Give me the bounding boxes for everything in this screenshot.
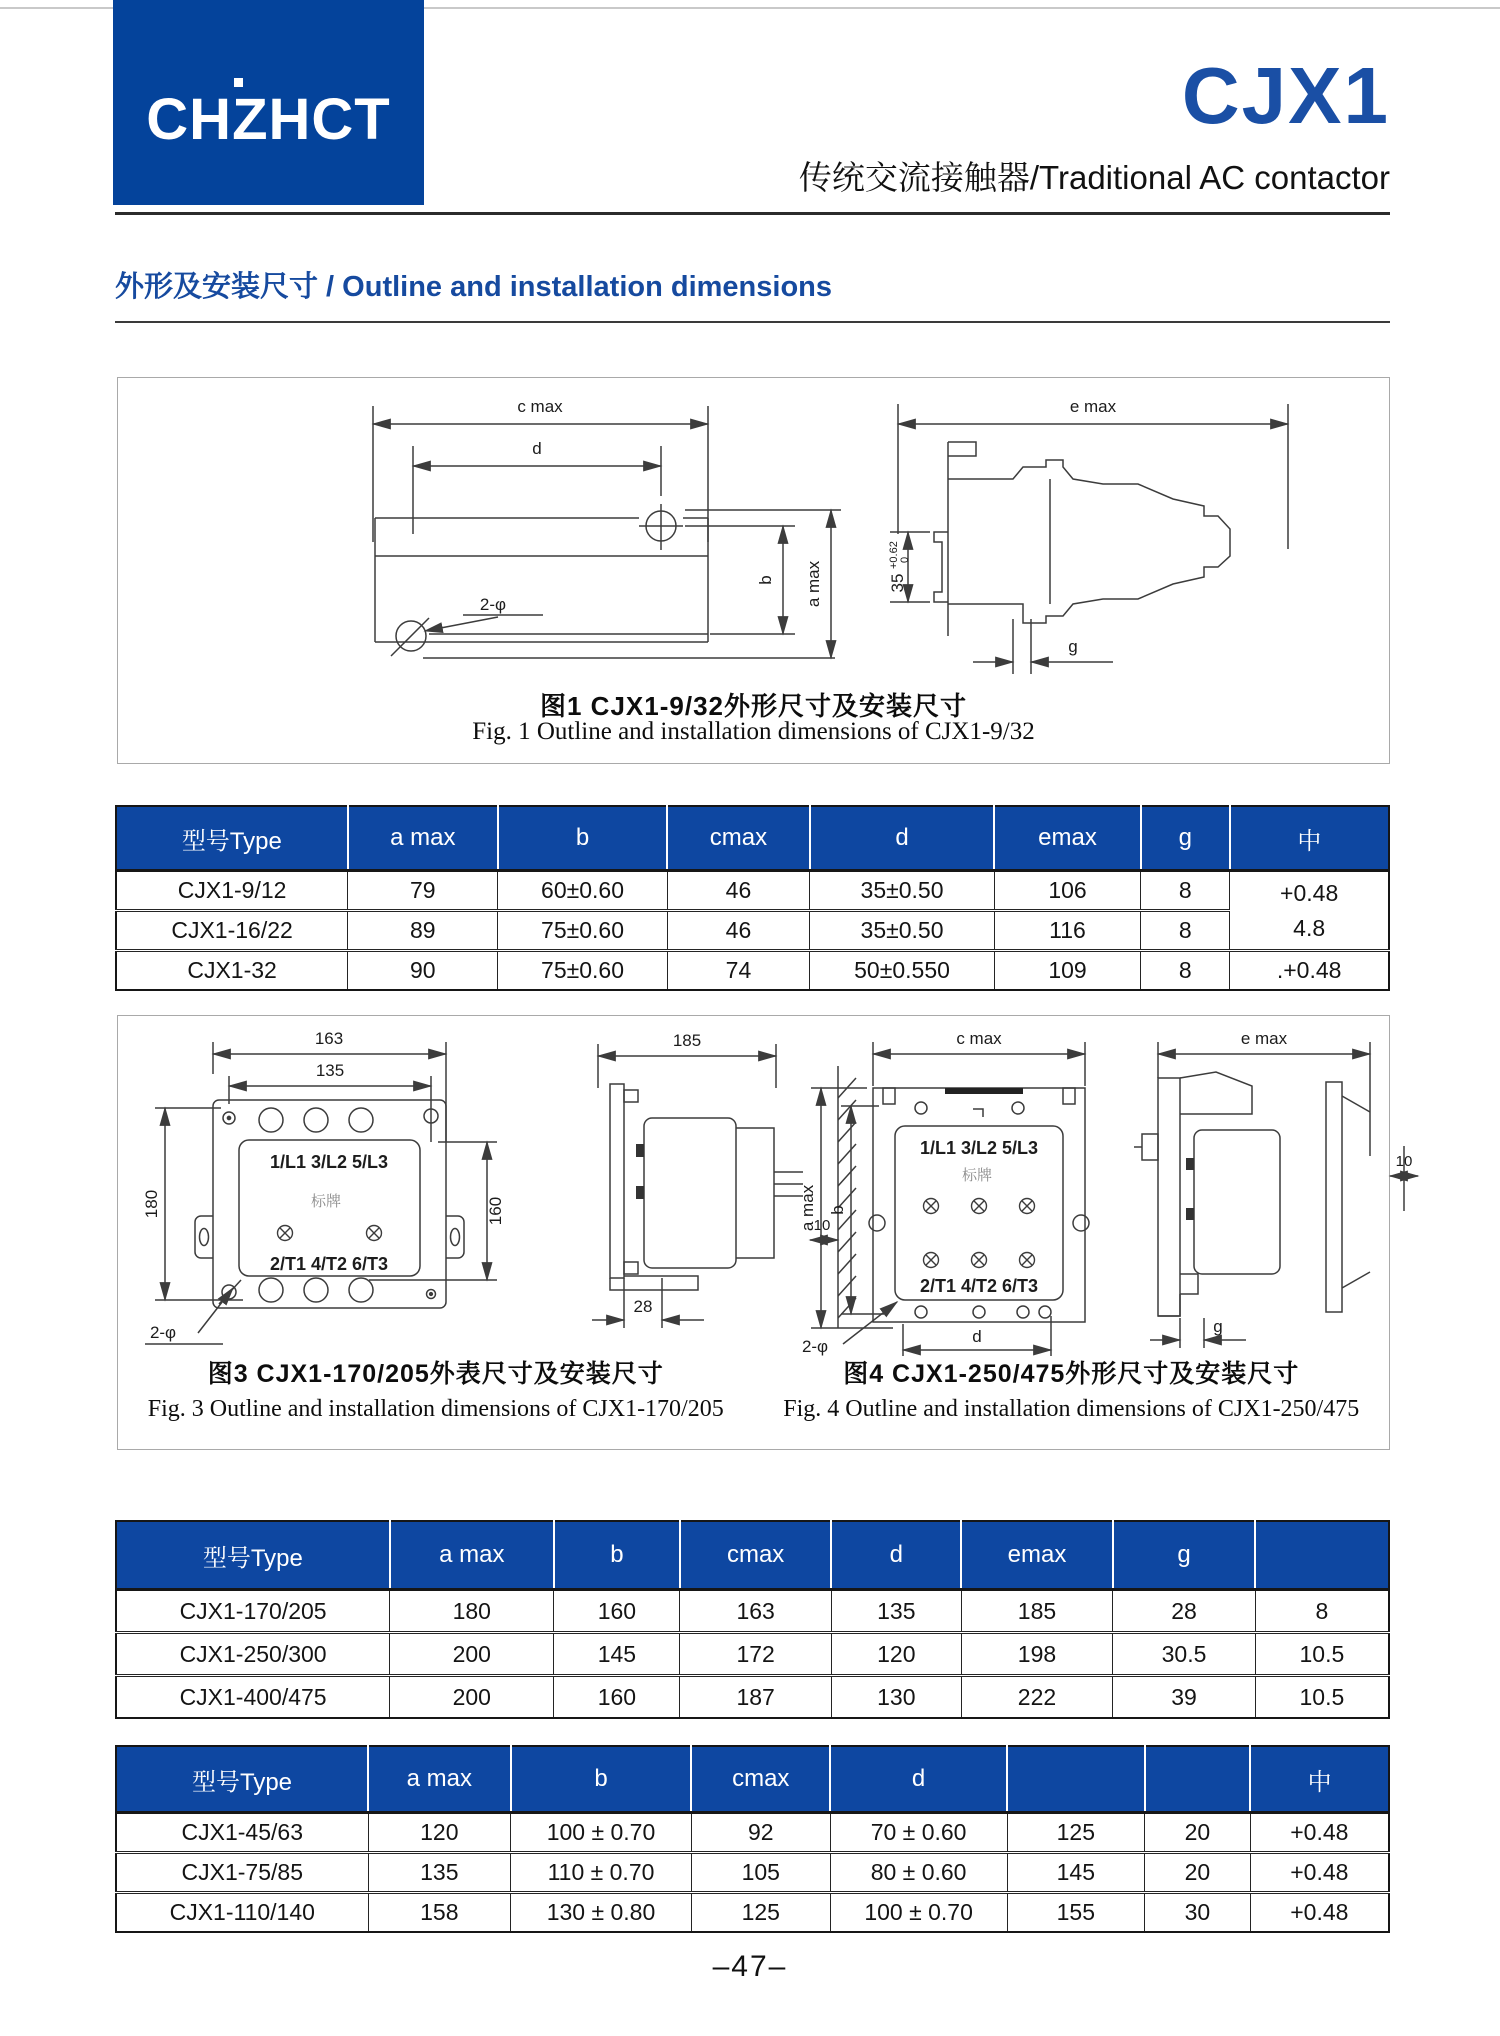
table3-header-b: b	[511, 1746, 692, 1813]
cell: 198	[961, 1633, 1112, 1676]
cell: 145	[1007, 1853, 1144, 1893]
cell: 105	[691, 1853, 830, 1893]
table-row	[116, 1853, 1389, 1893]
cell: 109	[994, 951, 1140, 991]
fig4-side-view	[1134, 1029, 1418, 1348]
fig4-d-label: d	[972, 1327, 982, 1346]
cell: 130	[831, 1676, 961, 1719]
fig4-caption-en: Fig. 4 Outline and installation dimensions of CJX1-250/475	[783, 1396, 1360, 1422]
fig3-10-label: 10	[813, 1217, 831, 1234]
table2-header-row	[116, 1521, 1389, 1590]
fig4-amax-label: a max	[798, 1184, 817, 1232]
fig1-amax-label: a max	[804, 560, 823, 608]
cell: 125	[1007, 1813, 1144, 1853]
fig1-drawing	[118, 378, 1389, 680]
fig3-163-label: 163	[314, 1029, 344, 1048]
cell: 155	[1007, 1893, 1144, 1933]
cell: 135	[368, 1853, 511, 1893]
cell: 28	[1113, 1590, 1256, 1633]
cell: 125	[691, 1893, 830, 1933]
table2-header-emax: emax	[961, 1521, 1112, 1590]
table3-header-cmax: cmax	[691, 1746, 830, 1813]
table2-header-b: b	[554, 1521, 680, 1590]
table2-header-g: g	[1113, 1521, 1256, 1590]
table-row	[116, 1813, 1389, 1853]
cell: 80 ± 0.60	[830, 1853, 1007, 1893]
fig1-rail-main: 35	[888, 573, 907, 593]
table-row	[116, 1633, 1389, 1676]
cell: 120	[831, 1633, 961, 1676]
table3-header-d: d	[830, 1746, 1007, 1813]
fig4-caption-zh: 图4 CJX1-250/475外形尺寸及安装尺寸	[843, 1360, 1300, 1388]
fig3-terminals-top: 1/L1 3/L2 5/L3	[269, 1152, 389, 1172]
page-number: –47–	[712, 1950, 788, 1983]
cell: 60±0.60	[498, 871, 667, 911]
cell: 130 ± 0.80	[511, 1893, 692, 1933]
fig3-side-view	[592, 1031, 856, 1328]
fig1-g-label: g	[1068, 637, 1078, 656]
cell: 160	[554, 1676, 680, 1719]
fig1-cmax-label: c max	[517, 397, 563, 416]
table3-header-amax: a max	[368, 1746, 511, 1813]
table2-header-type: 型号Type	[116, 1521, 390, 1590]
brand-logo-text: CHZHCT	[146, 87, 391, 152]
cell: 30.5	[1113, 1633, 1256, 1676]
cell: 20	[1145, 1853, 1251, 1893]
cell: 50±0.550	[810, 951, 995, 991]
page-title: CJX1	[1181, 51, 1390, 140]
figure1-box	[117, 377, 1390, 764]
cell: 185	[961, 1590, 1112, 1633]
brand-logo	[113, 0, 424, 205]
cell: 100 ± 0.70	[511, 1813, 692, 1853]
table-row	[116, 871, 1389, 911]
cell: CJX1-110/140	[116, 1893, 368, 1933]
page-subtitle: 传统交流接触器/Traditional AC contactor	[798, 159, 1390, 196]
fig3-185-label: 185	[672, 1031, 702, 1050]
cell: 135	[831, 1590, 961, 1633]
fig4-emax-label: e max	[1240, 1029, 1288, 1048]
table-row	[116, 1893, 1389, 1933]
fig1-d-label: d	[532, 439, 542, 458]
fig4-terminals-top: 1/L1 3/L2 5/L3	[919, 1138, 1039, 1158]
cell: 106	[994, 871, 1140, 911]
table1-header-emax: emax	[994, 806, 1140, 871]
cell: 30	[1145, 1893, 1251, 1933]
brand-logo-dot	[234, 78, 243, 87]
cell: 160	[554, 1590, 680, 1633]
cell: CJX1-170/205	[179, 1597, 327, 1624]
cell: 145	[554, 1633, 680, 1676]
fig4-phi-label: 2-φ	[801, 1337, 829, 1356]
cell: 200	[390, 1633, 554, 1676]
fig4-g-label: g	[1213, 1317, 1223, 1336]
fig3-180-label: 180	[142, 1189, 161, 1219]
cell: 10.5	[1255, 1676, 1389, 1719]
cell: 120	[368, 1813, 511, 1853]
fig1-front-view	[373, 397, 841, 658]
cell: CJX1-400/475	[116, 1676, 390, 1719]
cell: CJX1-75/85	[116, 1853, 368, 1893]
dimensions-table-cjx1-170-475	[115, 1520, 1390, 1719]
tolerance-upper: +0.48	[1280, 879, 1339, 906]
table1-header-g: g	[1141, 806, 1230, 871]
figure3-4-box	[117, 1015, 1413, 1450]
cell: 90	[348, 951, 498, 991]
fig1-phi-label: 2-φ	[479, 595, 507, 614]
table3-header-row	[116, 1746, 1389, 1813]
cell: 75±0.60	[498, 911, 667, 951]
fig3-caption-en: Fig. 3 Outline and installation dimensions of CJX1-170/205	[147, 1396, 724, 1422]
fig3-fig4-drawing	[118, 1016, 1413, 1356]
table1-header-d: d	[810, 806, 995, 871]
fig4-cmax-label: c max	[956, 1029, 1002, 1048]
table2-header-blank	[1255, 1521, 1389, 1590]
cell: 20	[1145, 1813, 1251, 1853]
cell: 158	[368, 1893, 511, 1933]
fig3-terminals-bottom: 2/T1 4/T2 6/T3	[269, 1254, 389, 1274]
cell: 92	[691, 1813, 830, 1853]
cell: .+0.48	[1230, 951, 1389, 991]
cell: CJX1-45/63	[181, 1819, 303, 1845]
dimensions-table-cjx1-45-140	[115, 1745, 1390, 1933]
table3-header-blank1	[1007, 1746, 1144, 1813]
cell: 35±0.50	[810, 871, 995, 911]
fig1-b-label: b	[756, 575, 775, 585]
table3-header-type: 型号Type	[116, 1746, 368, 1813]
header-rule	[115, 212, 1390, 215]
cell: 75±0.60	[498, 951, 667, 991]
fig4-nameplate: 标牌	[961, 1167, 993, 1184]
table-row	[116, 1590, 1389, 1633]
cell: 100 ± 0.70	[830, 1893, 1007, 1933]
cell: 187	[680, 1676, 831, 1719]
fig4-front-view	[798, 1029, 1089, 1356]
table-row	[116, 911, 1389, 951]
cell: 35±0.50	[810, 911, 995, 951]
fig3-nameplate: 标牌	[310, 1193, 342, 1210]
table2-header-cmax: cmax	[680, 1521, 831, 1590]
table3-header-phi: 中	[1250, 1746, 1389, 1813]
cell: CJX1-32	[116, 951, 348, 991]
cell: CJX1-250/300	[116, 1633, 390, 1676]
table3-header-blank2	[1145, 1746, 1251, 1813]
cell: CJX1-9/12	[177, 877, 287, 903]
fig3-160-label: 160	[486, 1196, 505, 1226]
cell: 163	[680, 1590, 831, 1633]
table1-header-b: b	[498, 806, 667, 871]
tolerance-value: 4.8	[1293, 914, 1326, 941]
fig3-135-label: 135	[315, 1061, 345, 1080]
cell: +0.48	[1250, 1813, 1389, 1853]
cell: 116	[994, 911, 1140, 951]
dimensions-table-cjx1-9-32	[115, 805, 1390, 991]
fig1-side-view	[888, 397, 1288, 674]
cell: 180	[390, 1590, 554, 1633]
fig4-b-label: b	[828, 1205, 847, 1215]
cell: 46	[667, 911, 810, 951]
cell: 10.5	[1255, 1633, 1389, 1676]
table1-header-cmax: cmax	[667, 806, 810, 871]
section-title: 外形及安装尺寸 / Outline and installation dimensions	[115, 271, 832, 303]
table1-header-phi: 中	[1230, 806, 1389, 871]
cell: 39	[1113, 1676, 1256, 1719]
fig1-caption-en: Fig. 1 Outline and installation dimensions of CJX1-9/32	[472, 718, 1035, 745]
fig1-caption-zh: 图1 CJX1-9/32外形尺寸及安装尺寸	[540, 691, 967, 721]
cell: 200	[390, 1676, 554, 1719]
cell: 79	[348, 871, 498, 911]
cell: 8	[1141, 871, 1230, 911]
cell: +0.48	[1250, 1853, 1389, 1893]
fig1-rail-sub: 0	[899, 556, 911, 563]
cell: 222	[961, 1676, 1112, 1719]
fig1-emax-label: e max	[1069, 397, 1117, 416]
table1-header-type: 型号Type	[116, 806, 348, 871]
cell: CJX1-16/22	[116, 911, 348, 951]
fig3-front-view	[142, 1029, 505, 1344]
table1-header-row	[116, 806, 1389, 871]
fig4-10-label: 10	[1395, 1153, 1413, 1170]
cell: 110 ± 0.70	[511, 1853, 692, 1893]
cell: 89	[348, 911, 498, 951]
fig3-phi-label: 2-φ	[149, 1323, 177, 1342]
table1-header-amax: a max	[348, 806, 498, 871]
table2-header-d: d	[831, 1521, 961, 1590]
cell: 8	[1255, 1590, 1389, 1633]
section-rule	[115, 321, 1390, 323]
table-row	[116, 1676, 1389, 1719]
fig3-caption-zh: 图3 CJX1-170/205外表尺寸及安装尺寸	[207, 1360, 664, 1388]
cell: 8	[1141, 911, 1230, 951]
cell: 172	[680, 1633, 831, 1676]
cell: +0.48	[1250, 1893, 1389, 1933]
cell: 70 ± 0.60	[830, 1813, 1007, 1853]
fig3-28-label: 28	[633, 1297, 653, 1316]
fig1-rail-sup: +0.62	[888, 541, 900, 569]
fig4-terminals-bottom: 2/T1 4/T2 6/T3	[919, 1276, 1039, 1296]
cell: 46	[667, 871, 810, 911]
cell: 8	[1141, 951, 1230, 991]
cell: 74	[667, 951, 810, 991]
cell-merged-tolerance	[1230, 871, 1389, 951]
table-row	[116, 951, 1389, 991]
table2-header-amax: a max	[390, 1521, 554, 1590]
